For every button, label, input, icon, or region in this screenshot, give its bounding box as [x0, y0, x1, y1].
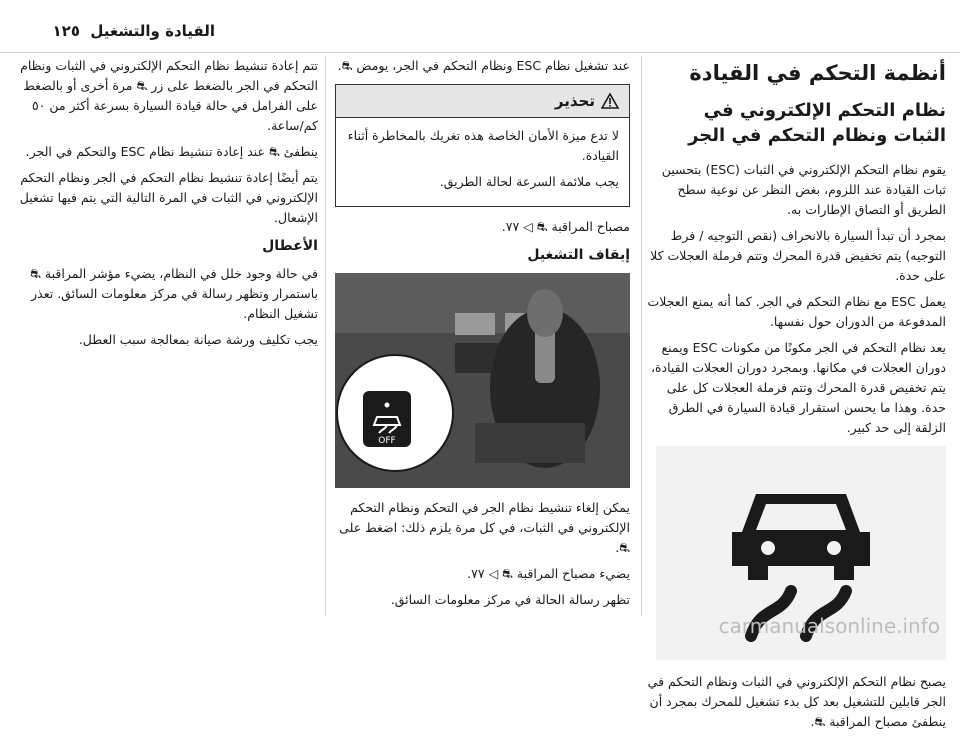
subtitle: الأعطال	[262, 238, 318, 254]
column-divider	[641, 56, 642, 616]
warning-title: تحذير	[554, 92, 595, 110]
warning-body	[336, 118, 629, 206]
paragraph: ينطفئ ⛐ عند إعادة تنشيط نظام ESC والتحكم في الجر.	[25, 144, 318, 159]
column-divider	[325, 56, 326, 616]
paragraph: يعمل ESC مع نظام التحكم في الجر. كما أنه يمنع العجلات المدفوعة من الدوران حول نفسها.	[647, 294, 946, 329]
warning-header	[336, 85, 629, 118]
warning-text: لا تدع ميزة الأمان الخاصة هذه تغريك بالمخاطرة أثناء القيادة.	[347, 128, 619, 163]
paragraph: يصبح نظام التحكم الإلكتروني في الثبات ونظام التحكم في الجر قابلين للتشغيل بعد كل بدء تشغيل للمحرك بمجرد أن ينطفئ مصباح المراقبة ⛐.	[647, 674, 946, 729]
warning-triangle-icon	[601, 93, 619, 109]
paragraph: يجب تكليف ورشة صيانة بمعالجة سبب العطل.	[78, 332, 318, 347]
warning-text: يجب ملائمة السرعة لحالة الطريق.	[439, 174, 619, 189]
column-left	[18, 56, 318, 356]
page-number: ١٢٥	[52, 22, 80, 40]
page-header	[0, 0, 960, 53]
warning-box	[335, 84, 630, 207]
paragraph: يتم أيضًا إعادة تنشيط نظام التحكم في الجر ونظام التحكم الإلكتروني في الثبات في المرة التالية التي يتم فيها تشغيل الإشعال.	[19, 170, 318, 225]
paragraph: عند تشغيل نظام ESC ونظام التحكم في الجر، يومض ⛐.	[337, 58, 630, 73]
console-photo	[335, 273, 630, 488]
paragraph: يقوم نظام التحكم الإلكتروني في الثبات (ESC) بتحسين ثبات القيادة عند اللزوم، بغض النظر عن نوعية سطح الطريق أو التصاق الإطارات به.	[661, 162, 946, 217]
paragraph: يعد نظام التحكم في الجر مكونًا من مكونات ESC ويمنع دوران العجلات في مكانها. وبمجرد دوران العجلات القيادة، يتم تخفيض قدرة المحرك وتتم فرملة العجلات كل على حدة. وهذا ما يحسن استقرار قيادة السيارة في الطرق الزلقة إلى حد كبير.	[650, 340, 946, 435]
header-title: القيادة والتشغيل	[90, 22, 215, 40]
paragraph: تتم إعادة تنشيط نظام التحكم الإلكتروني في الثبات ونظام التحكم في الجر بالضغط على زر ⛐ مرة أخرى أو بالضغط على الفرامل في حالة قيادة السيارة بسرعة أكثر من ٥٠ كم/ساعة.	[20, 58, 318, 133]
paragraph: تظهر رسالة الحالة في مركز معلومات السائق.	[390, 592, 630, 607]
off-button-label: OFF	[378, 436, 396, 446]
subtitle: إيقاف التشغيل	[527, 247, 630, 263]
subsection-title: نظام التحكم الإلكتروني في الثبات ونظام التحكم في الجر	[688, 100, 946, 146]
column-middle	[335, 56, 630, 616]
paragraph: بمجرد أن تبدأ السيارة بالانحراف (نقص التوجيه / فرط التوجيه) يتم تخفيض قدرة المحرك وتتم فرملة العجلات كلا على حدة.	[650, 228, 946, 283]
paragraph: يضيء مصباح المراقبة ⛐ ◁ ٧٧.	[467, 566, 630, 581]
gear-shift-photo	[335, 273, 630, 488]
watermark: carmanualsonline.info	[718, 614, 940, 638]
paragraph: في حالة وجود خلل في النظام، يضيء مؤشر المراقبة ⛐ باستمرار وتظهر رسالة في مركز معلومات السائق. تعذر تشغيل النظام.	[30, 266, 318, 321]
reference: مصباح المراقبة ⛐ ◁ ٧٧.	[501, 219, 630, 234]
paragraph: يمكن إلغاء تنشيط نظام الجر في التحكم ونظام التحكم الإلكتروني في الثبات، في كل مرة يلزم ذلك: اضغط على ⛐.	[339, 500, 630, 555]
section-title: أنظمة التحكم في القيادة	[689, 61, 946, 85]
